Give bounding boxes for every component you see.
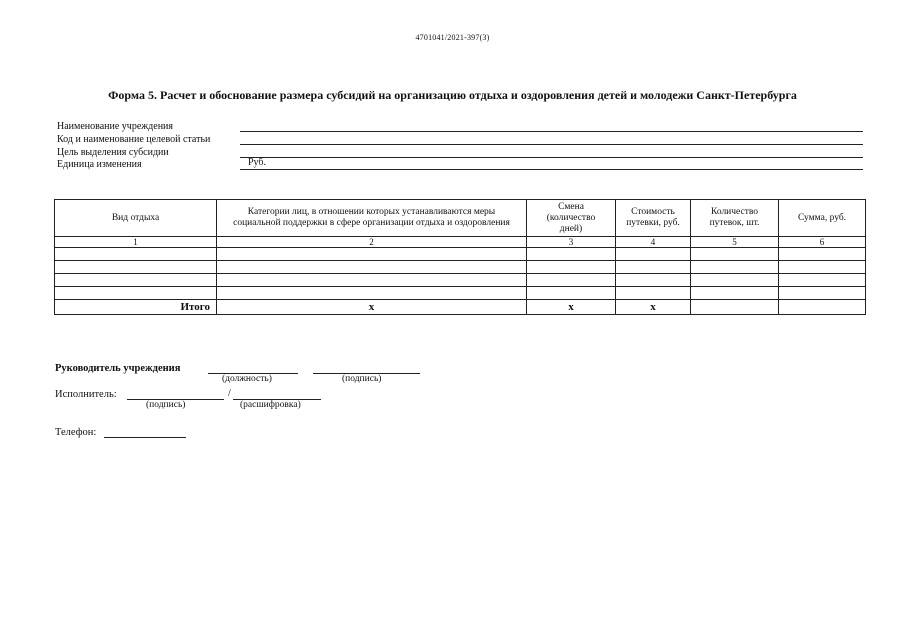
field-line-subsidy-purpose[interactable] (240, 157, 863, 158)
header-cell: Количество путевок, шт. (691, 200, 779, 237)
table-row (55, 261, 866, 274)
table-cell[interactable] (691, 248, 779, 261)
table-cell[interactable] (55, 274, 217, 287)
table-cell[interactable] (55, 287, 217, 300)
table-cell[interactable] (527, 287, 616, 300)
total-cell[interactable] (779, 300, 866, 315)
document-number: 4701041/2021-397(3) (415, 33, 490, 42)
table-header-row (55, 200, 866, 237)
table-cell[interactable] (527, 274, 616, 287)
column-number: 1 (55, 237, 217, 248)
total-cell[interactable] (691, 300, 779, 315)
total-cell: х (616, 300, 691, 315)
field-label-unit: Единица изменения (57, 159, 142, 170)
slash-separator: / (228, 388, 231, 399)
table-cell[interactable] (779, 287, 866, 300)
table-cell[interactable] (217, 287, 527, 300)
table-cell[interactable] (616, 261, 691, 274)
table-cell[interactable] (527, 261, 616, 274)
total-row (55, 300, 866, 315)
field-label-target-code: Код и наименование целевой статьи (57, 134, 211, 145)
column-number-row (55, 237, 866, 248)
field-line-unit[interactable] (240, 169, 863, 170)
table-cell[interactable] (616, 274, 691, 287)
signature-caption: (подпись) (342, 374, 382, 384)
table-cell[interactable] (779, 248, 866, 261)
column-number: 2 (217, 237, 527, 248)
table-cell[interactable] (691, 261, 779, 274)
table-cell[interactable] (217, 261, 527, 274)
header-cell: Категории лиц, в отношении которых устанавливаются меры социальной поддержки в сфере организации отдыха и оздоровления (217, 200, 527, 237)
field-label-institution: Наименование учреждения (57, 121, 174, 132)
column-number: 4 (616, 237, 691, 248)
table-cell[interactable] (779, 274, 866, 287)
table-cell[interactable] (691, 287, 779, 300)
head-of-institution-label: Руководитель учреждения (55, 363, 181, 374)
header-cell: Сумма, руб. (779, 200, 866, 237)
table-cell[interactable] (55, 261, 217, 274)
column-number: 3 (527, 237, 616, 248)
executor-signature-caption: (подпись) (146, 400, 186, 410)
column-number: 5 (691, 237, 779, 248)
table-cell[interactable] (55, 248, 217, 261)
field-line-institution[interactable] (240, 131, 863, 132)
table-cell[interactable] (691, 274, 779, 287)
decoding-caption: (расшифровка) (240, 400, 301, 410)
table-row (55, 274, 866, 287)
header-cell: Вид отдыха (55, 200, 217, 237)
position-caption: (должность) (222, 374, 272, 384)
column-number: 6 (779, 237, 866, 248)
total-cell: х (217, 300, 527, 315)
total-label: Итого (55, 300, 217, 315)
table-row (55, 248, 866, 261)
table-cell[interactable] (217, 248, 527, 261)
table-cell[interactable] (616, 248, 691, 261)
form-title: Форма 5. Расчет и обоснование размера субсидий на организацию отдыха и оздоровления детей и молодежи Санкт-Петербурга (108, 88, 797, 102)
header-cell: Стоимость путевки, руб. (616, 200, 691, 237)
table-cell[interactable] (217, 274, 527, 287)
field-line-target-code[interactable] (240, 144, 863, 145)
phone-line[interactable] (104, 437, 186, 438)
header-cell: Смена (количество дней) (527, 200, 616, 237)
total-cell: х (527, 300, 616, 315)
phone-label: Телефон: (55, 427, 97, 438)
field-label-subsidy-purpose: Цель выделения субсидии (57, 147, 169, 158)
executor-label: Исполнитель: (55, 389, 117, 400)
table-cell[interactable] (779, 261, 866, 274)
table-row (55, 287, 866, 300)
table-cell[interactable] (616, 287, 691, 300)
unit-value: Руб. (248, 157, 267, 168)
table-cell[interactable] (527, 248, 616, 261)
subsidy-table (54, 199, 866, 315)
